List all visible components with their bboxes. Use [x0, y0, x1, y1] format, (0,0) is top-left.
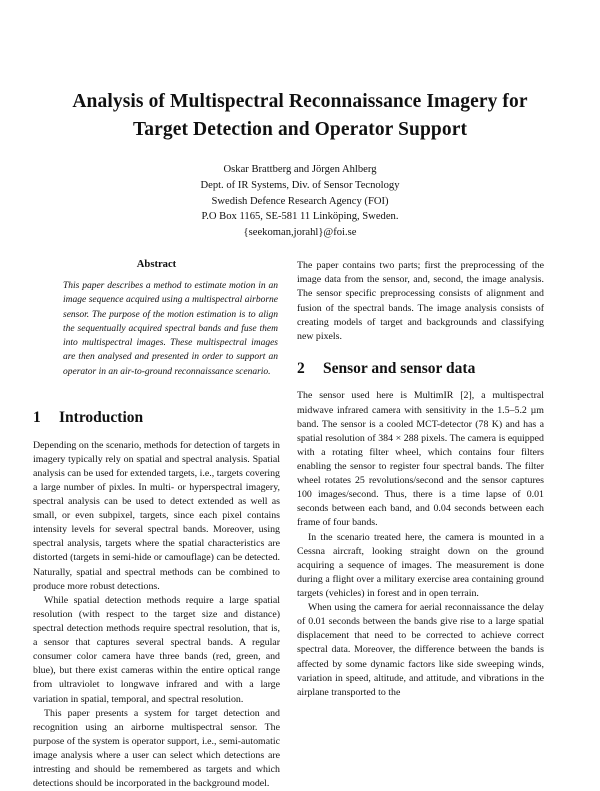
- title-line-2: Target Detection and Operator Support: [132, 118, 468, 140]
- two-column-body: [0, 259, 600, 791]
- paragraph: In the scenario treated here, the camera is mounted in a Cessna aircraft, looking straight down on the ground acquiring a sequence of images. The measurement is done during a flight over a military exercise area containing ground targets (vehicles) in forest and in open terrain.: [297, 531, 544, 599]
- title-block: [0, 0, 600, 240]
- author-department: Dept. of IR Systems, Div. of Sensor Tecnology: [200, 179, 400, 191]
- paragraph: While spatial detection methods require a large spatial resolution (with respect to the target size and distance) spectral detection methods require spectral resolution, that is, a sensor that captures several spectral bands. A regular consumer color camera have three bands (red, green, and blue), but there exist cameras within the entire optical range from ultraviolet to longwave infrared and with a large variation in spatial, temporal, and spectral resolution.: [33, 594, 280, 705]
- author-organization: Swedish Defence Research Agency (FOI): [211, 195, 389, 207]
- abstract-text: This paper describes a method to estimate motion in an image sequence acquired using a multispectral airborne sensor. The purpose of the motion estimation is to align the sequentually acquired spectral bands and fuse them into multispectral images. These multispectral images are then analysed and presented in order to support an operator in an air-to-ground reconnaissance scenario.: [63, 281, 278, 377]
- author-address: P.O Box 1165, SE-581 11 Linköping, Sweden.: [201, 211, 399, 223]
- author-block: [52, 162, 548, 240]
- author-email: {seekoman,jorahl}@foi.se: [243, 226, 357, 238]
- abstract-section: [33, 259, 280, 379]
- abstract-heading: Abstract: [136, 259, 177, 271]
- author-names: Oskar Brattberg and Jörgen Ahlberg: [223, 164, 377, 176]
- page-title: [52, 88, 548, 143]
- abstract-body: [33, 279, 280, 379]
- section-heading-introduction: [33, 409, 280, 428]
- paragraph: The sensor used here is MultimIR [2], a multispectral midwave infrared camera with sensitivity in the 1.5–5.2 µm band. The sensor is a cooled MCT-detector (78 K) and has a spatial resolution of 384 × 288 pixels. The camera is equipped with a rotating filter wheel, which contains four filters enabling the sensor to register four spectral bands. The filter wheel rotates 25 revolutions/second and the sensor captures 100 images/second. Thus, there is a time lapse of 0.01 seconds between each band, and 0.04 seconds between each frame of four bands.: [297, 390, 544, 529]
- paragraph-continued: The paper contains two parts; first the preprocessing of the image data from the sensor, and, second, the image analysis. The sensor specific preprocessing consists of alignment and fusion of the spectral bands. The image analysis consists of creating models of target and backgrounds and classifying new pixels.: [297, 260, 544, 342]
- spacer: [297, 344, 544, 360]
- section-number: 2: [297, 359, 305, 377]
- right-column: [297, 259, 544, 700]
- spacer: [33, 379, 280, 409]
- title-line-1: Analysis of Multispectral Reconnaissance Imagery for: [72, 91, 528, 112]
- section-heading-sensor-and-sensor-data: [297, 360, 544, 379]
- section-title: Sensor and sensor data: [323, 359, 476, 377]
- left-column: [33, 259, 280, 791]
- paragraph: When using the camera for aerial reconnaissance the delay of 0.01 seconds between the bands give rise to a large spatial displacement that need to be corrected to achieve correct spectral data. Moreover, the difference between the bands is affected by some dynamic factors like side sweeping winds, variation in speed, altitude, and attitude, and vibrations in the airplane transported to the: [297, 602, 544, 698]
- paragraph: Depending on the scenario, methods for detection of targets in imagery typically rely on spatial and spectral analysis. Spatial analysis can be used for extended targets, i.e., targets covering a large number of pixles. In multi- or hyperspectral imagery, spectral analysis can be used to detect extended as well as small, or even subpixel, targets, since each pixel contains intensity levels for several spectral bands. Moreover, using spectral analysis, targets where the spatial characteristics are distorted (targets in semi-hide or camouflage) can be detected. Naturally, spatial and spectral methods can be combined to produce more robust detections.: [33, 439, 280, 592]
- paragraph: This paper presents a system for target detection and recognition using an airborne multispectral sensor. The purpose of the system is operator support, i.e., semi-automatic image analysis where a user can select which detections are intresting and should be remembered as targets and which detections should be incorporated in the background model.: [33, 707, 280, 790]
- section-title: Introduction: [59, 408, 144, 426]
- section-number: 1: [33, 408, 41, 426]
